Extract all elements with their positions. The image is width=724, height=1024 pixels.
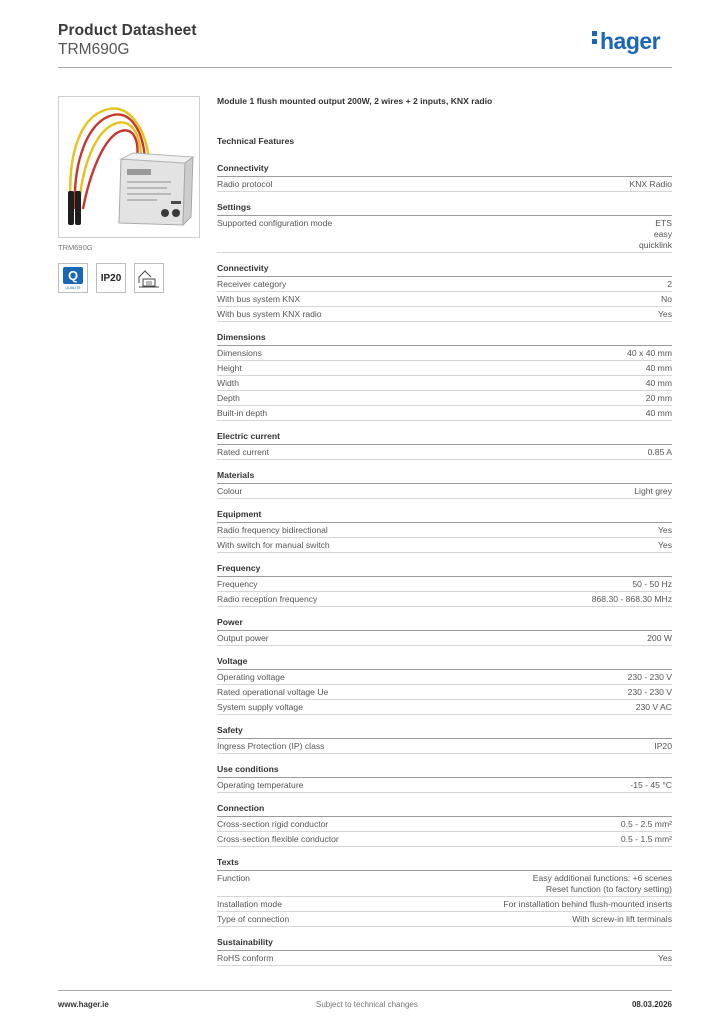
feature-row bbox=[217, 177, 672, 192]
feature-value: Yes bbox=[657, 524, 672, 535]
section-heading: Sustainability bbox=[217, 937, 672, 951]
feature-value: -15 - 45 °C bbox=[630, 779, 672, 790]
logo-text: hager bbox=[600, 28, 661, 54]
section-heading: Use conditions bbox=[217, 764, 672, 778]
section-heading: Frequency bbox=[217, 563, 672, 577]
section-heading: Connectivity bbox=[217, 163, 672, 177]
quality-badge-text: QUALITÉ bbox=[65, 286, 81, 290]
feature-row bbox=[217, 277, 672, 292]
feature-row bbox=[217, 376, 672, 391]
feature-row bbox=[217, 361, 672, 376]
product-description: Module 1 flush mounted output 200W, 2 wires + 2 inputs, KNX radio bbox=[217, 96, 493, 106]
feature-label: Radio protocol bbox=[217, 178, 273, 189]
feature-value: Yes bbox=[657, 308, 672, 319]
feature-section bbox=[217, 263, 672, 322]
feature-row bbox=[217, 700, 672, 715]
feature-value: 40 mm bbox=[645, 362, 672, 373]
feature-row bbox=[217, 484, 672, 499]
hager-logo[interactable] bbox=[592, 28, 660, 55]
logo-colon-icon bbox=[592, 28, 598, 47]
datasheet-content bbox=[217, 96, 672, 976]
feature-row bbox=[217, 685, 672, 700]
feature-section bbox=[217, 431, 672, 460]
feature-row bbox=[217, 307, 672, 322]
feature-section bbox=[217, 509, 672, 553]
product-image bbox=[58, 96, 200, 238]
feature-value: 200 W bbox=[647, 632, 672, 643]
feature-section bbox=[217, 332, 672, 421]
page-title: Product Datasheet bbox=[58, 22, 197, 39]
feature-label: Ingress Protection (IP) class bbox=[217, 740, 325, 751]
feature-label: Operating temperature bbox=[217, 779, 304, 790]
feature-label: Radio frequency bidirectional bbox=[217, 524, 328, 535]
feature-value: 2 bbox=[667, 278, 672, 289]
feature-row bbox=[217, 445, 672, 460]
section-heading: Power bbox=[217, 617, 672, 631]
image-caption: TRM690G bbox=[58, 243, 93, 252]
feature-value: Easy additional functions: +6 scenes Reset function (to factory setting) bbox=[532, 872, 672, 894]
feature-label: Frequency bbox=[217, 578, 258, 589]
feature-row bbox=[217, 391, 672, 406]
feature-row bbox=[217, 592, 672, 607]
feature-label: Colour bbox=[217, 485, 243, 496]
feature-label: Supported configuration mode bbox=[217, 217, 333, 228]
feature-row bbox=[217, 951, 672, 966]
feature-value: With screw-in lift terminals bbox=[572, 913, 672, 924]
section-heading: Texts bbox=[217, 857, 672, 871]
feature-section bbox=[217, 617, 672, 646]
feature-value: For installation behind flush-mounted inserts bbox=[503, 898, 672, 909]
feature-label: With switch for manual switch bbox=[217, 539, 330, 550]
feature-label: Radio reception frequency bbox=[217, 593, 318, 604]
feature-row bbox=[217, 631, 672, 646]
installation-symbol-icon bbox=[137, 267, 161, 289]
section-heading: Connection bbox=[217, 803, 672, 817]
certification-badges bbox=[58, 263, 164, 293]
section-heading: Electric current bbox=[217, 431, 672, 445]
feature-label: Rated current bbox=[217, 446, 270, 457]
feature-label: Output power bbox=[217, 632, 269, 643]
feature-section bbox=[217, 803, 672, 847]
feature-row bbox=[217, 406, 672, 421]
ip-rating-badge: IP20 bbox=[96, 263, 126, 293]
feature-value: 230 - 230 V bbox=[627, 671, 672, 682]
feature-value: 40 mm bbox=[645, 377, 672, 388]
quality-q-icon bbox=[60, 265, 86, 291]
feature-row bbox=[217, 670, 672, 685]
feature-label: Rated operational voltage Ue bbox=[217, 686, 329, 697]
section-heading: Equipment bbox=[217, 509, 672, 523]
feature-row bbox=[217, 292, 672, 307]
feature-value: No bbox=[661, 293, 672, 304]
feature-value: 0.5 - 2.5 mm² bbox=[620, 818, 672, 829]
feature-label: With bus system KNX bbox=[217, 293, 301, 304]
footer-note: Subject to technical changes bbox=[316, 1000, 418, 1009]
feature-label: Built-in depth bbox=[217, 407, 268, 418]
quality-badge bbox=[58, 263, 88, 293]
feature-label: Depth bbox=[217, 392, 240, 403]
section-heading: Dimensions bbox=[217, 332, 672, 346]
section-heading: Settings bbox=[217, 202, 672, 216]
feature-value: 868.30 - 868.30 MHz bbox=[591, 593, 672, 604]
feature-value: 50 - 50 Hz bbox=[632, 578, 672, 589]
feature-label: Dimensions bbox=[217, 347, 262, 358]
feature-label: Height bbox=[217, 362, 242, 373]
feature-row bbox=[217, 912, 672, 927]
feature-value: 0.5 - 1.5 mm² bbox=[620, 833, 672, 844]
page-footer bbox=[58, 990, 672, 1015]
feature-value: 0.85 A bbox=[647, 446, 672, 457]
feature-row bbox=[217, 523, 672, 538]
svg-text:Q: Q bbox=[67, 268, 79, 283]
feature-section bbox=[217, 725, 672, 754]
feature-label: Cross-section rigid conductor bbox=[217, 818, 329, 829]
feature-value: IP20 bbox=[654, 740, 672, 751]
section-heading: Voltage bbox=[217, 656, 672, 670]
feature-label: With bus system KNX radio bbox=[217, 308, 322, 319]
feature-value: 230 V AC bbox=[635, 701, 672, 712]
feature-row bbox=[217, 577, 672, 592]
footer-website-link[interactable]: www.hager.ie bbox=[58, 1000, 109, 1009]
page-header bbox=[58, 22, 197, 59]
product-photo-illustration bbox=[59, 97, 199, 237]
feature-label: Width bbox=[217, 377, 239, 388]
installation-symbol-badge bbox=[134, 263, 164, 293]
feature-value: Yes bbox=[657, 539, 672, 550]
feature-section bbox=[217, 656, 672, 715]
feature-section bbox=[217, 202, 672, 253]
feature-value: ETS easy quicklink bbox=[639, 217, 672, 250]
feature-row bbox=[217, 538, 672, 553]
feature-row bbox=[217, 346, 672, 361]
section-heading: Connectivity bbox=[217, 263, 672, 277]
footer-date: 08.03.2026 bbox=[631, 1000, 672, 1009]
technical-features-title: Technical Features bbox=[217, 136, 295, 146]
feature-value: 40 mm bbox=[645, 407, 672, 418]
feature-value: KNX Radio bbox=[629, 178, 672, 189]
feature-sections bbox=[217, 163, 672, 966]
feature-value: Light grey bbox=[634, 485, 672, 496]
feature-section bbox=[217, 937, 672, 966]
section-heading: Safety bbox=[217, 725, 672, 739]
feature-row bbox=[217, 739, 672, 754]
feature-row bbox=[217, 778, 672, 793]
section-heading: Materials bbox=[217, 470, 672, 484]
feature-value: 230 - 230 V bbox=[627, 686, 672, 697]
feature-row bbox=[217, 817, 672, 832]
feature-section bbox=[217, 163, 672, 192]
feature-row bbox=[217, 216, 672, 253]
feature-row bbox=[217, 897, 672, 912]
feature-label: RoHS conform bbox=[217, 952, 274, 963]
feature-label: Installation mode bbox=[217, 898, 282, 909]
feature-row bbox=[217, 832, 672, 847]
feature-label: Type of connection bbox=[217, 913, 290, 924]
feature-label: Function bbox=[217, 872, 250, 883]
feature-value: 40 x 40 mm bbox=[627, 347, 672, 358]
feature-section bbox=[217, 857, 672, 927]
product-reference: TRM690G bbox=[58, 41, 130, 58]
feature-label: System supply voltage bbox=[217, 701, 303, 712]
feature-label: Operating voltage bbox=[217, 671, 285, 682]
feature-section bbox=[217, 470, 672, 499]
feature-value: Yes bbox=[657, 952, 672, 963]
feature-row bbox=[217, 871, 672, 897]
header-divider bbox=[58, 67, 672, 68]
feature-value: 20 mm bbox=[645, 392, 672, 403]
feature-section bbox=[217, 764, 672, 793]
feature-label: Cross-section flexible conductor bbox=[217, 833, 339, 844]
feature-label: Receiver category bbox=[217, 278, 287, 289]
feature-section bbox=[217, 563, 672, 607]
